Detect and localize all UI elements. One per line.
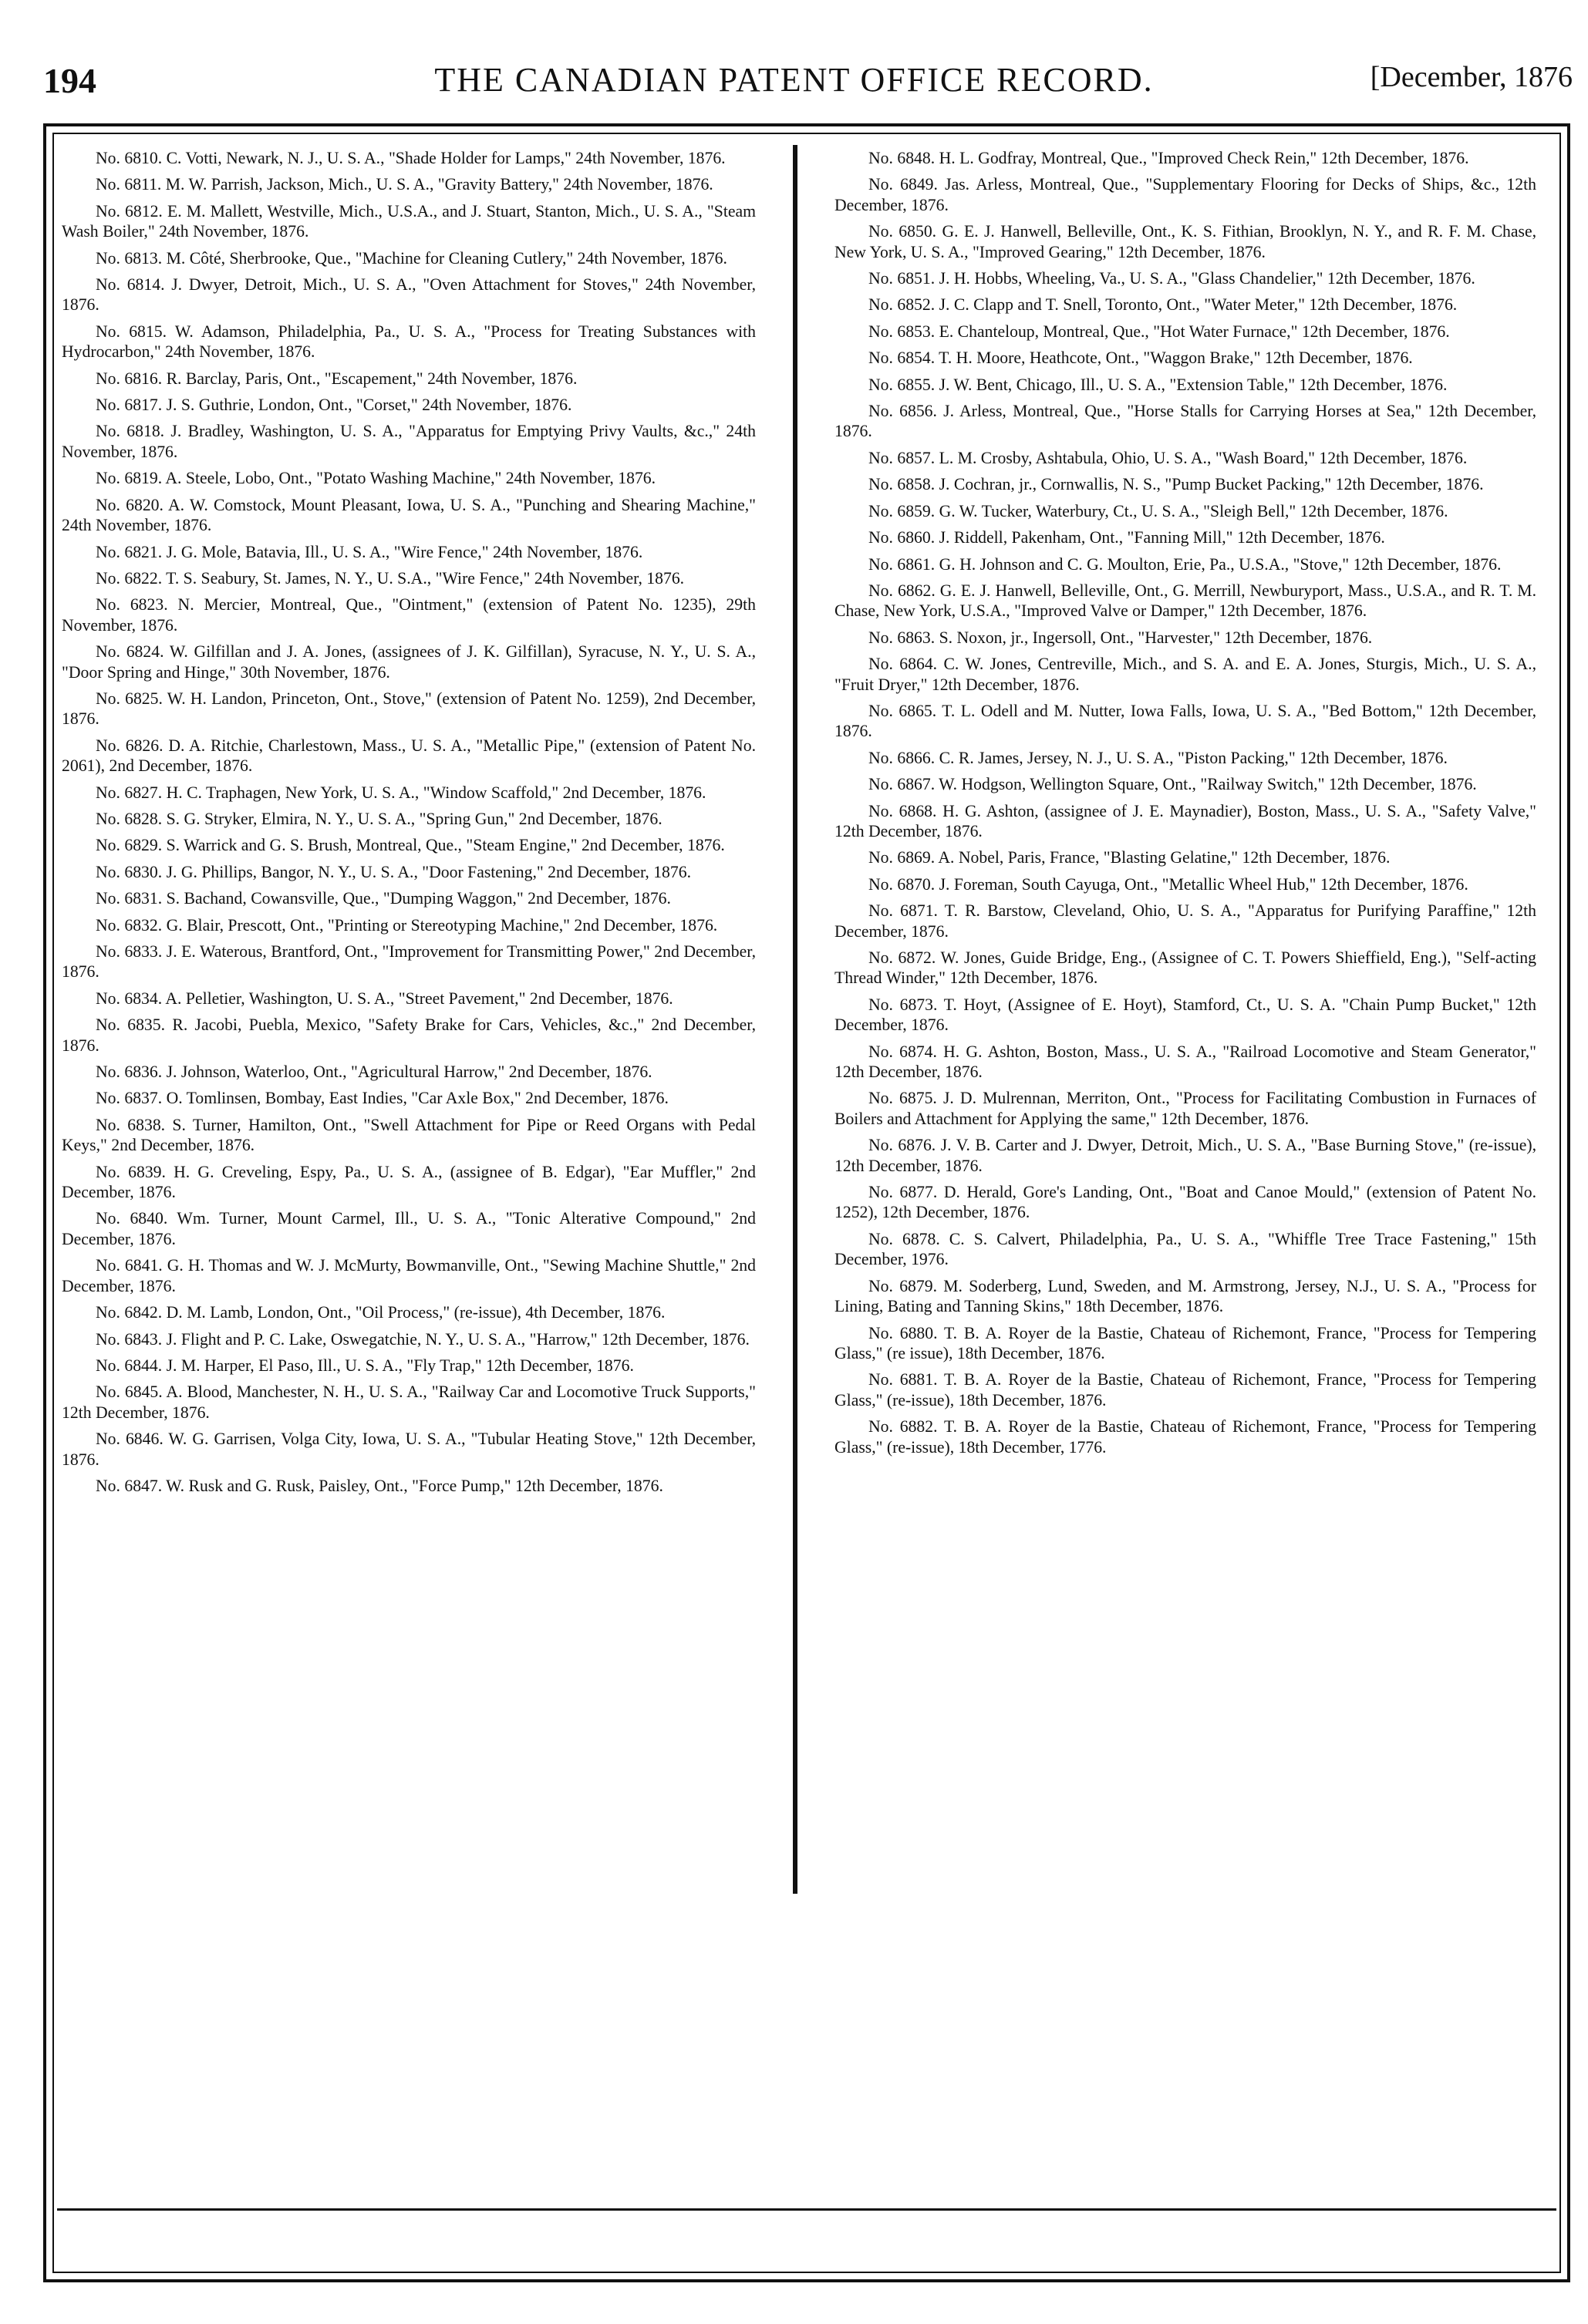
patent-entry: No. 6840. Wm. Turner, Mount Carmel, Ill., U. S. A., "Tonic Alterative Compound," 2nd December, 1876. xyxy=(62,1209,756,1248)
patent-entry: No. 6837. O. Tomlinsen, Bombay, East Indies, "Car Axle Box," 2nd December, 1876. xyxy=(96,1089,669,1108)
patent-entry: No. 6822. T. S. Seabury, St. James, N. Y., U. S.A., "Wire Fence," 24th November, 1876. xyxy=(96,568,685,588)
patent-entry: No. 6867. W. Hodgson, Wellington Square, Ont., "Railway Switch," 12th December, 1876. xyxy=(868,775,1477,794)
patent-entry: No. 6864. C. W. Jones, Centreville, Mich., and S. A. and E. A. Jones, Sturgis, Mich., U. S. A., "Fruit Dryer," 12th December, 1876. xyxy=(834,655,1536,694)
patent-entry: No. 6814. J. Dwyer, Detroit, Mich., U. S. A., "Oven Attachment for Stoves," 24th November, 1876. xyxy=(62,275,756,315)
patent-entry: No. 6819. A. Steele, Lobo, Ont., "Potato Washing Machine," 24th November, 1876. xyxy=(96,469,656,488)
patent-entry: No. 6835. R. Jacobi, Puebla, Mexico, "Safety Brake for Cars, Vehicles, &c.," 2nd December, 1876. xyxy=(62,1015,756,1055)
patent-entry: No. 6830. J. G. Phillips, Bangor, N. Y., U. S. A., "Door Fastening," 2nd December, 1876. xyxy=(96,862,691,881)
journal-title: THE CANADIAN PATENT OFFICE RECORD. xyxy=(434,61,1154,99)
patent-entry: No. 6881. T. B. A. Royer de la Bastie, Chateau of Richemont, France, "Process for Tempering Glass," (re-issue), 18th December, 1876. xyxy=(834,1370,1536,1410)
patent-entry: No. 6869. A. Nobel, Paris, France, "Blasting Gelatine," 12th December, 1876. xyxy=(868,848,1391,867)
patent-entry: No. 6873. T. Hoyt, (Assignee of E. Hoyt), Stamford, Ct., U. S. A. "Chain Pump Bucket," 12th December, 1876. xyxy=(834,995,1536,1035)
patent-entry: No. 6865. T. L. Odell and M. Nutter, Iowa Falls, Iowa, U. S. A., "Bed Bottom," 12th December, 1876. xyxy=(834,701,1536,741)
patent-entry: No. 6821. J. G. Mole, Batavia, Ill., U. S. A., "Wire Fence," 24th November, 1876. xyxy=(96,542,643,561)
patent-entry: No. 6839. H. G. Creveling, Espy, Pa., U. S. A., (assignee of B. Edgar), "Ear Muffler," 2nd December, 1876. xyxy=(62,1162,756,1202)
patent-entry: No. 6852. J. C. Clapp and T. Snell, Toronto, Ont., "Water Meter," 12th December, 1876. xyxy=(868,295,1458,315)
patent-entry: No. 6844. J. M. Harper, El Paso, Ill., U. S. A., "Fly Trap," 12th December, 1876. xyxy=(96,1356,634,1375)
patent-entry: No. 6856. J. Arless, Montreal, Que., "Horse Stalls for Carrying Horses at Sea," 12th December, 1876. xyxy=(834,402,1536,441)
patent-entry: No. 6817. J. S. Guthrie, London, Ont., "Corset," 24th November, 1876. xyxy=(96,396,572,415)
patent-entry: No. 6826. D. A. Ritchie, Charlestown, Mass., U. S. A., "Metallic Pipe," (extension of Patent No. 2061), 2nd December, 1876. xyxy=(62,736,756,776)
patent-entry: No. 6857. L. M. Crosby, Ashtabula, Ohio, U. S. A., "Wash Board," 12th December, 1876. xyxy=(868,448,1468,467)
patent-entry: No. 6880. T. B. A. Royer de la Bastie, Chateau of Richemont, France, "Process for Tempering Glass," (re issue), 18th December, 1876. xyxy=(834,1323,1536,1362)
right-column xyxy=(834,148,1536,1463)
patent-entry: No. 6833. J. E. Waterous, Brantford, Ont., "Improvement for Transmitting Power," 2nd December, 1876. xyxy=(62,942,756,982)
patent-entry: No. 6863. S. Noxon, jr., Ingersoll, Ont., "Harvester," 12th December, 1876. xyxy=(868,628,1373,647)
patent-entry: No. 6824. W. Gilfillan and J. A. Jones, (assignees of J. K. Gilfillan), Syracuse, N. Y., U. S. A., "Door Spring and Hinge," 30th November, 1876. xyxy=(62,642,756,682)
patent-entry: No. 6829. S. Warrick and G. S. Brush, Montreal, Que., "Steam Engine," 2nd December, 1876. xyxy=(96,836,725,855)
patent-entry: No. 6810. C. Votti, Newark, N. J., U. S. A., "Shade Holder for Lamps," 24th November, 1876. xyxy=(96,149,726,167)
issue-date: [December, 1876 xyxy=(1370,61,1573,93)
patent-entry: No. 6877. D. Herald, Gore's Landing, Ont., "Boat and Canoe Mould," (extension of Patent No. 1252), 12th December, 1876. xyxy=(834,1183,1536,1222)
patent-entry: No. 6849. Jas. Arless, Montreal, Que., "Supplementary Flooring for Decks of Ships, &c., 12th December, 1876. xyxy=(834,175,1536,214)
patent-entry: No. 6853. E. Chanteloup, Montreal, Que., "Hot Water Furnace," 12th December, 1876. xyxy=(868,322,1450,341)
patent-entry: No. 6832. G. Blair, Prescott, Ont., "Printing or Stereotyping Machine," 2nd December, 1876. xyxy=(96,915,718,935)
patent-entry: No. 6828. S. G. Stryker, Elmira, N. Y., U. S. A., "Spring Gun," 2nd December, 1876. xyxy=(96,809,663,828)
patent-entry: No. 6874. H. G. Ashton, Boston, Mass., U. S. A., "Railroad Locomotive and Steam Generator," 12th December, 1876. xyxy=(834,1042,1536,1082)
patent-entry: No. 6838. S. Turner, Hamilton, Ont., "Swell Attachment for Pipe or Reed Organs with Pedal Keys," 2nd December, 1876. xyxy=(62,1115,756,1155)
patent-entry: No. 6868. H. G. Ashton, (assignee of J. E. Maynadier), Boston, Mass., U. S. A., "Safety Valve," 12th December, 1876. xyxy=(834,801,1536,840)
patent-entry: No. 6834. A. Pelletier, Washington, U. S. A., "Street Pavement," 2nd December, 1876. xyxy=(96,989,673,1008)
patent-entry: No. 6841. G. H. Thomas and W. J. McMurty, Bowmanville, Ont., "Sewing Machine Shuttle," 2nd December, 1876. xyxy=(62,1256,756,1295)
patent-entry: No. 6876. J. V. B. Carter and J. Dwyer, Detroit, Mich., U. S. A., "Base Burning Stove," (re-issue), 12th December, 1876. xyxy=(834,1136,1536,1175)
patent-entry: No. 6827. H. C. Traphagen, New York, U. S. A., "Window Scaffold," 2nd December, 1876. xyxy=(96,783,706,802)
bottom-rule xyxy=(57,2208,1556,2211)
patent-entry: No. 6870. J. Foreman, South Cayuga, Ont., "Metallic Wheel Hub," 12th December, 1876. xyxy=(868,874,1468,894)
patent-entry: No. 6825. W. H. Landon, Princeton, Ont., Stove," (extension of Patent No. 1259), 2nd December, 1876. xyxy=(62,689,756,729)
patent-entry: No. 6813. M. Côté, Sherbrooke, Que., "Machine for Cleaning Cutlery," 24th November, 1876. xyxy=(96,248,727,268)
patent-entry: No. 6812. E. M. Mallett, Westville, Mich., U.S.A., and J. Stuart, Stanton, Mich., U. S. A., "Steam Wash Boiler," 24th November, 1876. xyxy=(62,201,756,241)
patent-entry: No. 6820. A. W. Comstock, Mount Pleasant, Iowa, U. S. A., "Punching and Shearing Machine," 24th November, 1876. xyxy=(62,495,756,535)
page-frame xyxy=(43,123,1570,2282)
patent-entry: No. 6818. J. Bradley, Washington, U. S. A., "Apparatus for Emptying Privy Vaults, &c.," 24th November, 1876. xyxy=(62,422,756,461)
patent-entry: No. 6836. J. Johnson, Waterloo, Ont., "Agricultural Harrow," 2nd December, 1876. xyxy=(96,1063,652,1082)
patent-entry: No. 6855. J. W. Bent, Chicago, Ill., U. S. A., "Extension Table," 12th December, 1876. xyxy=(868,375,1448,394)
patent-entry: No. 6882. T. B. A. Royer de la Bastie, Chateau of Richemont, France, "Process for Tempering Glass," (re-issue), 18th December, 1776. xyxy=(834,1417,1536,1457)
patent-entry: No. 6858. J. Cochran, jr., Cornwallis, N. S., "Pump Bucket Packing," 12th December, 1876. xyxy=(868,475,1484,494)
patent-entry: No. 6850. G. E. J. Hanwell, Belleville, Ont., K. S. Fithian, Brooklyn, N. Y., and R. F. M. Chase, New York, U. S. A., "Improved Gearing," 12th December, 1876. xyxy=(834,222,1536,261)
patent-entry: No. 6879. M. Soderberg, Lund, Sweden, and M. Armstrong, Jersey, N.J., U. S. A., "Process for Lining, Bating and Tanning Skins," 18th December, 1876. xyxy=(834,1276,1536,1316)
page-number: 194 xyxy=(43,61,96,100)
patent-entry: No. 6862. G. E. J. Hanwell, Belleville, Ont., G. Merrill, Newburyport, Mass., U.S.A., and R. T. M. Chase, New York, U.S.A., "Improved Valve or Damper," 12th December, 1876. xyxy=(834,581,1536,621)
patent-entry: No. 6859. G. W. Tucker, Waterbury, Ct., U. S. A., "Sleigh Bell," 12th December, 1876. xyxy=(868,501,1448,520)
patent-entry: No. 6843. J. Flight and P. C. Lake, Oswegatchie, N. Y., U. S. A., "Harrow," 12th December, 1876. xyxy=(96,1329,750,1349)
patent-entry: No. 6815. W. Adamson, Philadelphia, Pa., U. S. A., "Process for Treating Substances with Hydrocarbon," 24th November, 1876. xyxy=(62,322,756,362)
patent-entry: No. 6816. R. Barclay, Paris, Ont., "Escapement," 24th November, 1876. xyxy=(96,369,578,388)
patent-entry: No. 6846. W. G. Garrisen, Volga City, Iowa, U. S. A., "Tubular Heating Stove," 12th December, 1876. xyxy=(62,1430,756,1469)
left-column xyxy=(62,148,756,1502)
patent-entry: No. 6848. H. L. Godfray, Montreal, Que., "Improved Check Rein," 12th December, 1876. xyxy=(868,149,1469,167)
patent-entry: No. 6861. G. H. Johnson and C. G. Moulton, Erie, Pa., U.S.A., "Stove," 12th December, 1876. xyxy=(868,554,1502,574)
patent-entry: No. 6831. S. Bachand, Cowansville, Que., "Dumping Waggon," 2nd December, 1876. xyxy=(96,889,671,908)
patent-entry: No. 6854. T. H. Moore, Heathcote, Ont., "Waggon Brake," 12th December, 1876. xyxy=(868,349,1413,368)
patent-entry: No. 6875. J. D. Mulrennan, Merriton, Ont., "Process for Facilitating Combustion in Furnaces of Boilers and Attachment for Applying the same," 12th December, 1876. xyxy=(834,1089,1536,1128)
patent-entry: No. 6866. C. R. James, Jersey, N. J., U. S. A., "Piston Packing," 12th December, 1876. xyxy=(868,748,1448,767)
patent-entry: No. 6878. C. S. Calvert, Philadelphia, Pa., U. S. A., "Whiffle Tree Trace Fastening," 15th December, 1976. xyxy=(834,1229,1536,1269)
patent-entry: No. 6871. T. R. Barstow, Cleveland, Ohio, U. S. A., "Apparatus for Purifying Paraffine," 12th December, 1876. xyxy=(834,901,1536,941)
patent-entry: No. 6860. J. Riddell, Pakenham, Ont., "Fanning Mill," 12th December, 1876. xyxy=(868,528,1385,547)
patent-entry: No. 6851. J. H. Hobbs, Wheeling, Va., U. S. A., "Glass Chandelier," 12th December, 1876. xyxy=(868,269,1475,288)
column-divider xyxy=(793,145,797,1894)
patent-entry: No. 6811. M. W. Parrish, Jackson, Mich., U. S. A., "Gravity Battery," 24th November, 1876. xyxy=(96,175,713,194)
patent-entry: No. 6842. D. M. Lamb, London, Ont., "Oil Process," (re-issue), 4th December, 1876. xyxy=(96,1303,666,1322)
patent-entry: No. 6847. W. Rusk and G. Rusk, Paisley, Ont., "Force Pump," 12th December, 1876. xyxy=(96,1476,663,1495)
patent-entry: No. 6872. W. Jones, Guide Bridge, Eng., (Assignee of C. T. Powers Shieffield, Eng.), "Self-acting Thread Winder," 12th December, 1876. xyxy=(834,948,1536,988)
patent-entry: No. 6823. N. Mercier, Montreal, Que., "Ointment," (extension of Patent No. 1235), 29th November, 1876. xyxy=(62,595,756,635)
patent-entry: No. 6845. A. Blood, Manchester, N. H., U. S. A., "Railway Car and Locomotive Truck Supports," 12th December, 1876. xyxy=(62,1383,756,1422)
